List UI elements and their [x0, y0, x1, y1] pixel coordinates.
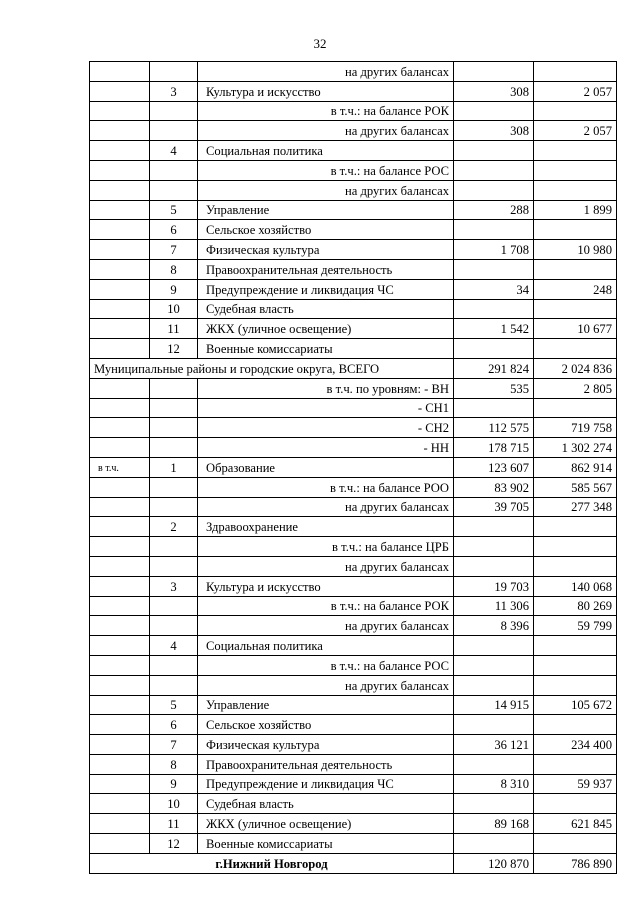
item-number-cell: 10	[150, 299, 198, 319]
data-table	[89, 61, 617, 874]
row-group-cell	[90, 556, 150, 576]
table-row	[90, 101, 617, 121]
item-number-cell: 8	[150, 259, 198, 279]
value-cell-2: 59 937	[534, 774, 617, 794]
value-cell-1	[454, 834, 534, 854]
value-cell-1: 178 715	[454, 438, 534, 458]
row-group-cell	[90, 834, 150, 854]
item-number-cell	[150, 62, 198, 82]
row-group-cell	[90, 279, 150, 299]
table-row	[90, 834, 617, 854]
row-group-cell	[90, 220, 150, 240]
item-label: Правоохранительная деятельность	[198, 754, 454, 774]
table-row	[90, 378, 617, 398]
value-cell-2: 234 400	[534, 735, 617, 755]
value-cell-2	[534, 141, 617, 161]
row-group-cell	[90, 616, 150, 636]
value-cell-1	[454, 339, 534, 359]
row-group-cell	[90, 259, 150, 279]
table-row	[90, 62, 617, 82]
row-group-cell	[90, 160, 150, 180]
row-group-cell	[90, 418, 150, 438]
value-cell-1	[454, 299, 534, 319]
sub-item-label: в т.ч.: на балансе РОС	[198, 655, 454, 675]
sub-item-label: на других балансах	[198, 497, 454, 517]
row-group-cell	[90, 715, 150, 735]
value-cell-1: 89 168	[454, 814, 534, 834]
value-cell-2: 10 980	[534, 240, 617, 260]
value-cell-1	[454, 180, 534, 200]
value-cell-1	[454, 636, 534, 656]
item-number-cell: 5	[150, 200, 198, 220]
table-row	[90, 418, 617, 438]
table-row	[90, 259, 617, 279]
table-row	[90, 636, 617, 656]
row-group-cell	[90, 62, 150, 82]
value-cell-2	[534, 715, 617, 735]
value-cell-2: 105 672	[534, 695, 617, 715]
row-group-cell	[90, 576, 150, 596]
table-row	[90, 81, 617, 101]
table-row	[90, 121, 617, 141]
value-cell-1	[454, 62, 534, 82]
value-cell-2: 786 890	[534, 853, 617, 873]
value-cell-1: 123 607	[454, 457, 534, 477]
row-group-cell	[90, 655, 150, 675]
row-group-cell	[90, 101, 150, 121]
item-number-cell	[150, 675, 198, 695]
value-cell-2: 585 567	[534, 477, 617, 497]
item-label: Социальная политика	[198, 636, 454, 656]
value-cell-1	[454, 715, 534, 735]
table-row	[90, 497, 617, 517]
table-row	[90, 576, 617, 596]
table-row	[90, 735, 617, 755]
item-number-cell: 12	[150, 339, 198, 359]
item-label: Физическая культура	[198, 240, 454, 260]
table-row	[90, 537, 617, 557]
item-number-cell	[150, 616, 198, 636]
value-cell-1: 11 306	[454, 596, 534, 616]
value-cell-2	[534, 754, 617, 774]
item-number-cell	[150, 655, 198, 675]
item-number-cell	[150, 378, 198, 398]
sub-item-label: на других балансах	[198, 121, 454, 141]
value-cell-2	[534, 180, 617, 200]
value-cell-1: 14 915	[454, 695, 534, 715]
value-cell-2	[534, 299, 617, 319]
page-number: 32	[313, 36, 327, 51]
table-row	[90, 160, 617, 180]
value-cell-1: 36 121	[454, 735, 534, 755]
sub-item-label: на других балансах	[198, 62, 454, 82]
value-cell-1	[454, 220, 534, 240]
value-cell-2	[534, 259, 617, 279]
row-group-cell: в т.ч.	[90, 457, 150, 477]
value-cell-1: 19 703	[454, 576, 534, 596]
item-number-cell	[150, 596, 198, 616]
table-row	[90, 715, 617, 735]
table-row	[90, 675, 617, 695]
row-group-cell	[90, 299, 150, 319]
table-row	[90, 240, 617, 260]
row-group-cell	[90, 517, 150, 537]
table-body	[90, 62, 617, 874]
sub-item-label: - СН1	[198, 398, 454, 418]
table-row	[90, 477, 617, 497]
row-group-cell	[90, 794, 150, 814]
table-row	[90, 279, 617, 299]
item-number-cell: 7	[150, 240, 198, 260]
row-group-cell	[90, 438, 150, 458]
value-cell-2	[534, 794, 617, 814]
table-row	[90, 457, 617, 477]
row-group-cell	[90, 398, 150, 418]
value-cell-2	[534, 398, 617, 418]
table-row	[90, 596, 617, 616]
item-number-cell: 6	[150, 715, 198, 735]
item-label: Судебная власть	[198, 794, 454, 814]
value-cell-2	[534, 655, 617, 675]
item-number-cell	[150, 556, 198, 576]
item-label: Сельское хозяйство	[198, 220, 454, 240]
table-row	[90, 299, 617, 319]
item-label: Социальная политика	[198, 141, 454, 161]
sub-item-label: в т.ч.: на балансе РОС	[198, 160, 454, 180]
value-cell-1: 1 708	[454, 240, 534, 260]
table-row	[90, 141, 617, 161]
group-total-label: Муниципальные районы и городские округа, ВСЕГО	[90, 358, 454, 378]
item-number-cell	[150, 160, 198, 180]
value-cell-2: 1 302 274	[534, 438, 617, 458]
item-label: Здравоохранение	[198, 517, 454, 537]
value-cell-1: 291 824	[454, 358, 534, 378]
value-cell-1	[454, 556, 534, 576]
row-group-cell	[90, 339, 150, 359]
value-cell-1	[454, 537, 534, 557]
value-cell-2	[534, 636, 617, 656]
value-cell-2: 862 914	[534, 457, 617, 477]
sub-item-label: в т.ч.: на балансе РОК	[198, 101, 454, 121]
value-cell-2: 10 677	[534, 319, 617, 339]
table-row	[90, 695, 617, 715]
table-row	[90, 754, 617, 774]
value-cell-1: 288	[454, 200, 534, 220]
value-cell-1: 8 310	[454, 774, 534, 794]
row-group-cell	[90, 774, 150, 794]
item-label: Образование	[198, 457, 454, 477]
item-label: Управление	[198, 695, 454, 715]
value-cell-2: 277 348	[534, 497, 617, 517]
row-group-cell	[90, 477, 150, 497]
value-cell-2	[534, 556, 617, 576]
row-group-cell	[90, 378, 150, 398]
table-row	[90, 774, 617, 794]
sub-item-label: на других балансах	[198, 616, 454, 636]
value-cell-2: 1 899	[534, 200, 617, 220]
value-cell-2	[534, 517, 617, 537]
value-cell-2	[534, 62, 617, 82]
row-group-cell	[90, 121, 150, 141]
value-cell-2: 248	[534, 279, 617, 299]
table-row	[90, 339, 617, 359]
value-cell-1: 308	[454, 81, 534, 101]
item-label: ЖКХ (уличное освещение)	[198, 319, 454, 339]
row-group-cell	[90, 675, 150, 695]
item-number-cell: 9	[150, 279, 198, 299]
item-number-cell: 11	[150, 319, 198, 339]
row-group-cell	[90, 497, 150, 517]
table-row	[90, 853, 617, 873]
item-number-cell: 3	[150, 81, 198, 101]
table-row	[90, 616, 617, 636]
row-group-cell	[90, 141, 150, 161]
value-cell-2	[534, 220, 617, 240]
item-label: Предупреждение и ликвидация ЧС	[198, 279, 454, 299]
value-cell-1	[454, 141, 534, 161]
value-cell-2	[534, 339, 617, 359]
table-row	[90, 438, 617, 458]
item-number-cell: 2	[150, 517, 198, 537]
sub-item-label: на других балансах	[198, 675, 454, 695]
item-number-cell	[150, 438, 198, 458]
sub-item-label: - СН2	[198, 418, 454, 438]
item-number-cell: 5	[150, 695, 198, 715]
item-number-cell	[150, 180, 198, 200]
item-label: Культура и искусство	[198, 576, 454, 596]
item-number-cell: 9	[150, 774, 198, 794]
row-group-cell	[90, 537, 150, 557]
value-cell-2	[534, 160, 617, 180]
table-row	[90, 180, 617, 200]
table-row	[90, 794, 617, 814]
item-number-cell	[150, 418, 198, 438]
value-cell-1: 308	[454, 121, 534, 141]
value-cell-2: 80 269	[534, 596, 617, 616]
value-cell-1: 1 542	[454, 319, 534, 339]
item-number-cell	[150, 477, 198, 497]
row-group-cell	[90, 754, 150, 774]
value-cell-1: 535	[454, 378, 534, 398]
item-number-cell: 10	[150, 794, 198, 814]
item-label: Судебная власть	[198, 299, 454, 319]
value-cell-2	[534, 834, 617, 854]
item-number-cell: 12	[150, 834, 198, 854]
sub-item-label: на других балансах	[198, 180, 454, 200]
sub-item-label: - НН	[198, 438, 454, 458]
value-cell-2: 2 805	[534, 378, 617, 398]
value-cell-1	[454, 398, 534, 418]
sub-item-label: на других балансах	[198, 556, 454, 576]
value-cell-2	[534, 537, 617, 557]
row-group-cell	[90, 319, 150, 339]
value-cell-1	[454, 160, 534, 180]
sub-item-label: в т.ч.: на балансе РОК	[198, 596, 454, 616]
item-label: Сельское хозяйство	[198, 715, 454, 735]
value-cell-1: 8 396	[454, 616, 534, 636]
city-total-label: г.Нижний Новгород	[90, 853, 454, 873]
item-number-cell	[150, 121, 198, 141]
table-row	[90, 358, 617, 378]
item-label: Культура и искусство	[198, 81, 454, 101]
table-row	[90, 814, 617, 834]
item-label: ЖКХ (уличное освещение)	[198, 814, 454, 834]
item-number-cell	[150, 101, 198, 121]
item-number-cell: 11	[150, 814, 198, 834]
table-row	[90, 517, 617, 537]
value-cell-1	[454, 259, 534, 279]
value-cell-1: 83 902	[454, 477, 534, 497]
item-number-cell: 4	[150, 636, 198, 656]
value-cell-2: 719 758	[534, 418, 617, 438]
sub-item-label: в т.ч.: на балансе РОО	[198, 477, 454, 497]
item-number-cell: 3	[150, 576, 198, 596]
item-label: Военные комиссариаты	[198, 339, 454, 359]
item-label: Физическая культура	[198, 735, 454, 755]
value-cell-2: 2 057	[534, 121, 617, 141]
table-row	[90, 220, 617, 240]
value-cell-1: 34	[454, 279, 534, 299]
value-cell-2	[534, 101, 617, 121]
item-number-cell: 6	[150, 220, 198, 240]
row-group-cell	[90, 180, 150, 200]
table-row	[90, 200, 617, 220]
value-cell-1: 39 705	[454, 497, 534, 517]
value-cell-1: 120 870	[454, 853, 534, 873]
item-number-cell: 1	[150, 457, 198, 477]
item-label: Предупреждение и ликвидация ЧС	[198, 774, 454, 794]
value-cell-1	[454, 675, 534, 695]
sub-item-label: в т.ч.: на балансе ЦРБ	[198, 537, 454, 557]
row-group-cell	[90, 200, 150, 220]
row-group-cell	[90, 814, 150, 834]
item-number-cell	[150, 537, 198, 557]
item-label: Военные комиссариаты	[198, 834, 454, 854]
value-cell-2: 140 068	[534, 576, 617, 596]
value-cell-2: 2 024 836	[534, 358, 617, 378]
value-cell-1	[454, 794, 534, 814]
item-number-cell: 7	[150, 735, 198, 755]
row-group-cell	[90, 240, 150, 260]
item-label: Управление	[198, 200, 454, 220]
table-row	[90, 556, 617, 576]
item-number-cell: 4	[150, 141, 198, 161]
item-number-cell: 8	[150, 754, 198, 774]
value-cell-1	[454, 655, 534, 675]
value-cell-2	[534, 675, 617, 695]
row-group-cell	[90, 596, 150, 616]
value-cell-1	[454, 517, 534, 537]
value-cell-2: 2 057	[534, 81, 617, 101]
item-number-cell	[150, 398, 198, 418]
item-label: Правоохранительная деятельность	[198, 259, 454, 279]
table-row	[90, 398, 617, 418]
value-cell-1	[454, 754, 534, 774]
row-group-cell	[90, 735, 150, 755]
table-row	[90, 319, 617, 339]
table-row	[90, 655, 617, 675]
value-cell-1	[454, 101, 534, 121]
sub-item-label: в т.ч. по уровням: - ВН	[198, 378, 454, 398]
item-number-cell	[150, 497, 198, 517]
row-group-cell	[90, 81, 150, 101]
row-group-cell	[90, 695, 150, 715]
row-group-cell	[90, 636, 150, 656]
value-cell-1: 112 575	[454, 418, 534, 438]
value-cell-2: 59 799	[534, 616, 617, 636]
value-cell-2: 621 845	[534, 814, 617, 834]
